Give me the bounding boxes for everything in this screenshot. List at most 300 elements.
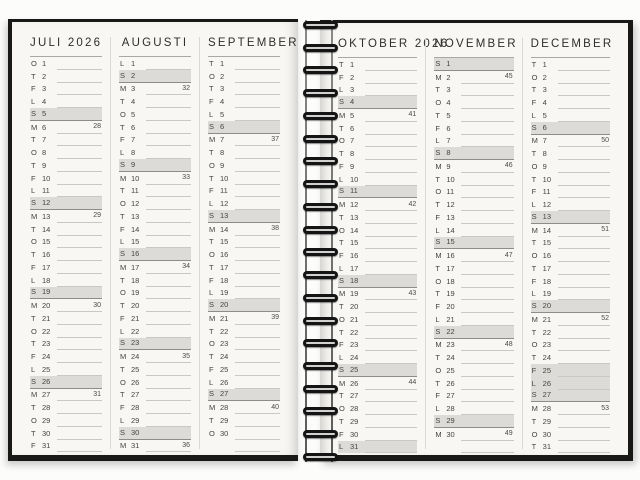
- week-number: 52: [601, 315, 609, 323]
- day-number: 11: [542, 187, 551, 197]
- day-row: [338, 288, 417, 301]
- day-letter: O: [531, 72, 538, 82]
- day-number: 29: [350, 416, 359, 426]
- day-letter: M: [531, 404, 538, 413]
- day-rule-line: [57, 236, 102, 249]
- spiral-coil: [303, 112, 338, 120]
- day-letter: T: [435, 378, 440, 388]
- day-letter: T: [435, 110, 440, 120]
- day-number: 10: [220, 173, 229, 183]
- week-number: 41: [408, 111, 417, 119]
- day-row: [30, 440, 102, 453]
- day-rule-line: [57, 414, 102, 427]
- day-rule-line: [235, 401, 280, 414]
- day-rule-line: [146, 440, 191, 453]
- day-letter: F: [209, 364, 214, 374]
- day-letter: M: [435, 429, 442, 439]
- day-letter: S: [435, 237, 441, 247]
- day-number: 26: [446, 378, 455, 388]
- day-number: 31: [350, 442, 359, 452]
- day-letter: M: [31, 122, 38, 132]
- day-row: [434, 300, 513, 313]
- week-number: 45: [504, 73, 513, 80]
- day-letter: T: [531, 174, 537, 184]
- day-row: [434, 288, 513, 301]
- day-number: 27: [131, 390, 140, 400]
- day-number: 21: [542, 314, 551, 324]
- day-row: [338, 147, 417, 160]
- day-letter: F: [120, 224, 125, 234]
- day-letter: T: [31, 71, 36, 81]
- week-number: 49: [504, 430, 513, 437]
- day-row: [338, 377, 417, 390]
- day-number: 11: [350, 186, 358, 196]
- day-row: [119, 299, 191, 312]
- day-number: 20: [542, 301, 551, 310]
- day-letter: L: [120, 237, 125, 247]
- day-row: [30, 197, 102, 210]
- day-number: 8: [350, 149, 355, 158]
- day-number: 19: [131, 288, 140, 298]
- day-rule-line: [365, 288, 417, 301]
- day-row: [119, 338, 191, 351]
- day-letter: T: [31, 313, 36, 323]
- day-rule-line: [365, 224, 417, 237]
- day-row: [434, 109, 513, 122]
- day-number: 14: [42, 224, 51, 234]
- day-rule-line: [461, 262, 513, 275]
- day-letter: T: [31, 428, 36, 438]
- day-number: 1: [446, 58, 451, 68]
- page-columns: [320, 23, 628, 455]
- day-number: 16: [131, 249, 140, 258]
- day-number: 3: [542, 85, 547, 95]
- day-rule-line: [146, 236, 191, 249]
- day-letter: T: [120, 186, 125, 196]
- day-letter: F: [339, 340, 344, 350]
- day-rule-line: [235, 338, 280, 351]
- day-row: [531, 58, 610, 71]
- day-row: [434, 186, 513, 199]
- day-number: 18: [42, 275, 51, 285]
- day-letter: O: [209, 250, 215, 259]
- day-number: 23: [220, 339, 229, 349]
- day-rule-line: [235, 248, 280, 261]
- day-number: 20: [446, 302, 455, 311]
- week-number: 39: [271, 314, 279, 322]
- day-rule-line: [57, 159, 102, 172]
- day-row: [119, 185, 191, 198]
- day-number: 17: [220, 262, 229, 272]
- day-letter: O: [120, 288, 126, 298]
- day-rule-line: [57, 427, 102, 440]
- day-letter: F: [209, 97, 214, 106]
- day-rule-line: [365, 390, 417, 403]
- day-row: [30, 121, 102, 134]
- day-rule-line: [146, 83, 191, 96]
- day-rule-line: [461, 211, 513, 224]
- day-row: [338, 300, 417, 313]
- day-rule-line: [146, 287, 191, 300]
- day-row: [30, 338, 102, 351]
- day-row: [30, 185, 102, 198]
- day-rule-line: [57, 197, 102, 209]
- day-row: [531, 415, 610, 428]
- day-row: [30, 376, 102, 389]
- day-number: 7: [220, 135, 225, 145]
- week-number: 44: [408, 379, 417, 386]
- day-letter: T: [531, 353, 537, 362]
- day-number: 26: [131, 377, 140, 387]
- day-number: 21: [131, 313, 140, 323]
- day-number: 31: [131, 441, 140, 451]
- day-number: 4: [446, 98, 451, 107]
- day-row: [30, 57, 102, 70]
- day-letter: M: [209, 224, 216, 234]
- day-letter: T: [339, 391, 344, 401]
- day-number: 11: [42, 186, 50, 196]
- day-number: 28: [131, 403, 140, 412]
- day-letter: M: [209, 403, 216, 412]
- day-row: [119, 440, 191, 453]
- day-rule-line: [235, 325, 280, 338]
- day-number: 11: [131, 186, 139, 196]
- day-letter: M: [120, 84, 127, 94]
- day-number: 15: [42, 237, 51, 247]
- day-rule-line: [235, 363, 280, 376]
- day-rule-line: [57, 312, 102, 325]
- day-row: [119, 287, 191, 300]
- day-row: [208, 427, 280, 440]
- day-number: 29: [542, 416, 551, 426]
- day-row: [30, 172, 102, 185]
- day-number: 20: [350, 302, 359, 311]
- day-number: 19: [542, 289, 551, 299]
- day-rule-line: [461, 339, 513, 352]
- day-number: 22: [131, 326, 140, 336]
- day-letter: L: [120, 326, 125, 336]
- day-rule-line: [365, 275, 417, 287]
- day-letter: O: [120, 109, 126, 119]
- day-letter: T: [531, 442, 537, 452]
- day-row: [119, 261, 191, 274]
- week-number: 37: [271, 135, 279, 143]
- day-rule-line: [146, 134, 191, 147]
- day-row: [338, 122, 417, 135]
- day-rule-line: [146, 248, 191, 260]
- day-number: 22: [542, 327, 551, 337]
- day-row: [434, 224, 513, 237]
- day-row: [434, 96, 513, 109]
- day-row: [119, 95, 191, 108]
- day-number: 28: [42, 403, 51, 412]
- day-number: 24: [350, 353, 359, 362]
- day-row: [531, 441, 610, 454]
- day-row: [208, 197, 280, 210]
- day-rule-line: [235, 274, 280, 287]
- day-letter: F: [531, 365, 537, 375]
- day-letter: O: [31, 326, 37, 336]
- day-rule-line: [461, 441, 513, 454]
- day-rule-line: [235, 108, 280, 121]
- day-number: 18: [220, 275, 229, 285]
- day-rule-line: [235, 210, 280, 222]
- day-letter: F: [31, 352, 36, 361]
- day-row: [531, 428, 610, 441]
- day-number: 1: [131, 58, 136, 68]
- day-number: 19: [220, 288, 229, 298]
- day-rule-line: [558, 377, 610, 390]
- day-rule-line: [365, 339, 417, 352]
- day-rule-line: [57, 57, 102, 70]
- day-rule-line: [558, 198, 610, 211]
- day-row: [119, 57, 191, 70]
- day-rule-line: [146, 363, 191, 376]
- day-letter: T: [339, 123, 344, 133]
- day-letter: S: [120, 338, 126, 348]
- day-rule-line: [146, 146, 191, 159]
- day-rule-line: [57, 401, 102, 414]
- day-row: [338, 198, 417, 211]
- day-number: 17: [350, 263, 359, 273]
- day-number: 24: [542, 353, 551, 362]
- day-number: 7: [131, 135, 136, 145]
- day-row: [531, 262, 610, 275]
- day-rule-line: [558, 428, 610, 441]
- day-number: 1: [220, 58, 225, 68]
- day-number: 2: [131, 70, 136, 80]
- day-number: 18: [446, 276, 455, 286]
- day-rule-line: [461, 186, 513, 199]
- day-letter: L: [209, 199, 214, 208]
- day-row: [434, 326, 513, 339]
- day-row: [434, 198, 513, 211]
- day-rule-line: [365, 173, 417, 186]
- day-number: 15: [220, 237, 229, 247]
- day-number: 17: [131, 262, 140, 272]
- month-column: [425, 38, 521, 449]
- day-letter: M: [31, 301, 38, 310]
- day-letter: F: [339, 429, 344, 439]
- week-number: 46: [504, 162, 513, 170]
- day-letter: S: [435, 415, 441, 425]
- day-rule-line: [146, 210, 191, 223]
- day-number: 28: [220, 403, 229, 412]
- day-rule-line: [558, 390, 610, 402]
- day-letter: O: [339, 136, 345, 146]
- day-number: 8: [220, 148, 225, 157]
- day-rule-line: [57, 134, 102, 147]
- day-row: [338, 390, 417, 403]
- day-letter: T: [31, 250, 36, 259]
- day-rule-line: [235, 312, 280, 325]
- day-letter: M: [120, 173, 127, 183]
- page-left: [8, 19, 298, 461]
- day-rule-line: [146, 172, 191, 185]
- day-row: [531, 364, 610, 377]
- day-row: [338, 224, 417, 237]
- day-letter: S: [209, 121, 215, 131]
- day-row: [531, 109, 610, 122]
- day-row: [338, 428, 417, 441]
- day-rule-line: [57, 95, 102, 108]
- day-row: [119, 121, 191, 134]
- day-letter: T: [531, 263, 537, 273]
- day-rule-line: [235, 134, 280, 147]
- day-rule-line: [57, 376, 102, 388]
- day-number: 5: [446, 110, 451, 120]
- day-row: [119, 197, 191, 210]
- month-header: JULI 2026: [30, 37, 102, 57]
- spiral-binding: [294, 12, 346, 470]
- week-number: 47: [504, 251, 513, 259]
- day-rule-line: [558, 122, 610, 134]
- day-row: [531, 237, 610, 250]
- day-number: 25: [446, 365, 455, 375]
- day-row: [338, 351, 417, 364]
- day-number: 9: [220, 160, 225, 170]
- week-number: 33: [182, 174, 190, 181]
- day-letter: T: [209, 148, 214, 157]
- day-row: [434, 122, 513, 135]
- day-rule-line: [57, 210, 102, 223]
- day-rule-line: [558, 224, 610, 237]
- day-number: 25: [131, 364, 140, 374]
- day-number: 9: [131, 159, 136, 169]
- day-number: 20: [131, 301, 140, 310]
- day-row: [208, 325, 280, 338]
- day-number: 10: [42, 173, 51, 183]
- day-row: [338, 249, 417, 262]
- day-letter: T: [209, 173, 214, 183]
- day-rule-line: [146, 95, 191, 108]
- day-letter: T: [120, 390, 125, 400]
- day-row: [434, 147, 513, 160]
- day-letter: L: [435, 404, 440, 413]
- day-number: 30: [220, 428, 229, 438]
- day-letter: F: [435, 212, 440, 222]
- day-number: 17: [542, 263, 551, 273]
- week-number: 43: [408, 289, 417, 297]
- day-rule-line: [365, 402, 417, 415]
- day-rule-line: [57, 274, 102, 287]
- day-rule-line: [365, 71, 417, 84]
- day-letter: S: [339, 97, 345, 106]
- day-row: [208, 223, 280, 236]
- day-number: 5: [131, 109, 136, 119]
- day-letter: S: [435, 326, 441, 336]
- day-letter: L: [120, 58, 125, 68]
- day-rule-line: [558, 441, 610, 454]
- day-number: 31: [542, 442, 551, 452]
- day-letter: L: [531, 200, 536, 209]
- day-rule-line: [558, 84, 610, 97]
- day-row: [119, 350, 191, 363]
- day-row: [434, 313, 513, 326]
- day-number: 17: [446, 263, 455, 273]
- day-row: [531, 339, 610, 352]
- day-number: 8: [42, 148, 47, 157]
- day-rule-line: [365, 58, 417, 71]
- day-letter: O: [531, 161, 538, 171]
- day-letter: M: [120, 441, 127, 451]
- day-number: 28: [542, 404, 551, 413]
- day-letter: F: [31, 262, 36, 272]
- day-rule-line: [57, 172, 102, 185]
- spiral-coil: [303, 203, 338, 211]
- day-rule-line: [461, 275, 513, 288]
- day-letter: F: [120, 135, 125, 145]
- day-number: 19: [350, 289, 359, 299]
- day-letter: M: [209, 313, 216, 323]
- day-row: [338, 402, 417, 415]
- day-number: 26: [542, 378, 551, 388]
- day-rule-line: [461, 109, 513, 122]
- day-number: 3: [42, 84, 47, 94]
- day-row: [30, 299, 102, 312]
- day-letter: O: [435, 187, 442, 197]
- day-number: 5: [350, 110, 355, 120]
- day-rule-line: [146, 274, 191, 287]
- week-number: 34: [182, 263, 190, 271]
- day-rule-line: [235, 121, 280, 133]
- day-number: 27: [542, 390, 551, 400]
- day-number: 2: [542, 72, 547, 82]
- day-row: [208, 287, 280, 300]
- day-number: 21: [42, 313, 51, 323]
- day-rule-line: [365, 96, 417, 108]
- day-rule-line: [461, 351, 513, 364]
- week-number: 40: [271, 403, 279, 411]
- day-letter: T: [209, 326, 214, 336]
- day-number: 10: [350, 174, 359, 184]
- day-rule-line: [461, 135, 513, 148]
- day-rule-line: [146, 427, 191, 439]
- day-rule-line: [146, 312, 191, 325]
- day-letter: S: [531, 122, 537, 132]
- day-row: [434, 390, 513, 403]
- day-rule-line: [146, 70, 191, 82]
- day-row: [208, 401, 280, 414]
- day-letter: L: [435, 225, 440, 235]
- day-number: 9: [42, 160, 47, 170]
- day-rule-line: [57, 350, 102, 363]
- month-header: OKTOBER 2026: [338, 38, 417, 58]
- day-letter: T: [339, 238, 344, 248]
- day-row: [208, 389, 280, 402]
- day-letter: T: [209, 58, 214, 68]
- day-rule-line: [146, 57, 191, 70]
- day-rule-line: [365, 135, 417, 148]
- day-letter: L: [31, 97, 36, 106]
- day-letter: T: [339, 302, 344, 311]
- day-letter: T: [435, 174, 440, 184]
- day-rule-line: [235, 57, 280, 70]
- day-letter: F: [531, 187, 537, 197]
- day-letter: S: [531, 390, 537, 400]
- week-number: 42: [408, 200, 417, 208]
- day-number: 5: [220, 109, 225, 119]
- day-letter: F: [120, 403, 125, 412]
- day-number: 16: [542, 251, 551, 260]
- day-number: 22: [220, 326, 229, 336]
- day-row: [531, 390, 610, 403]
- day-rule-line: [558, 262, 610, 275]
- day-row: [434, 415, 513, 428]
- day-rule-line: [146, 350, 191, 363]
- day-rule-line: [365, 300, 417, 313]
- day-row: [531, 275, 610, 288]
